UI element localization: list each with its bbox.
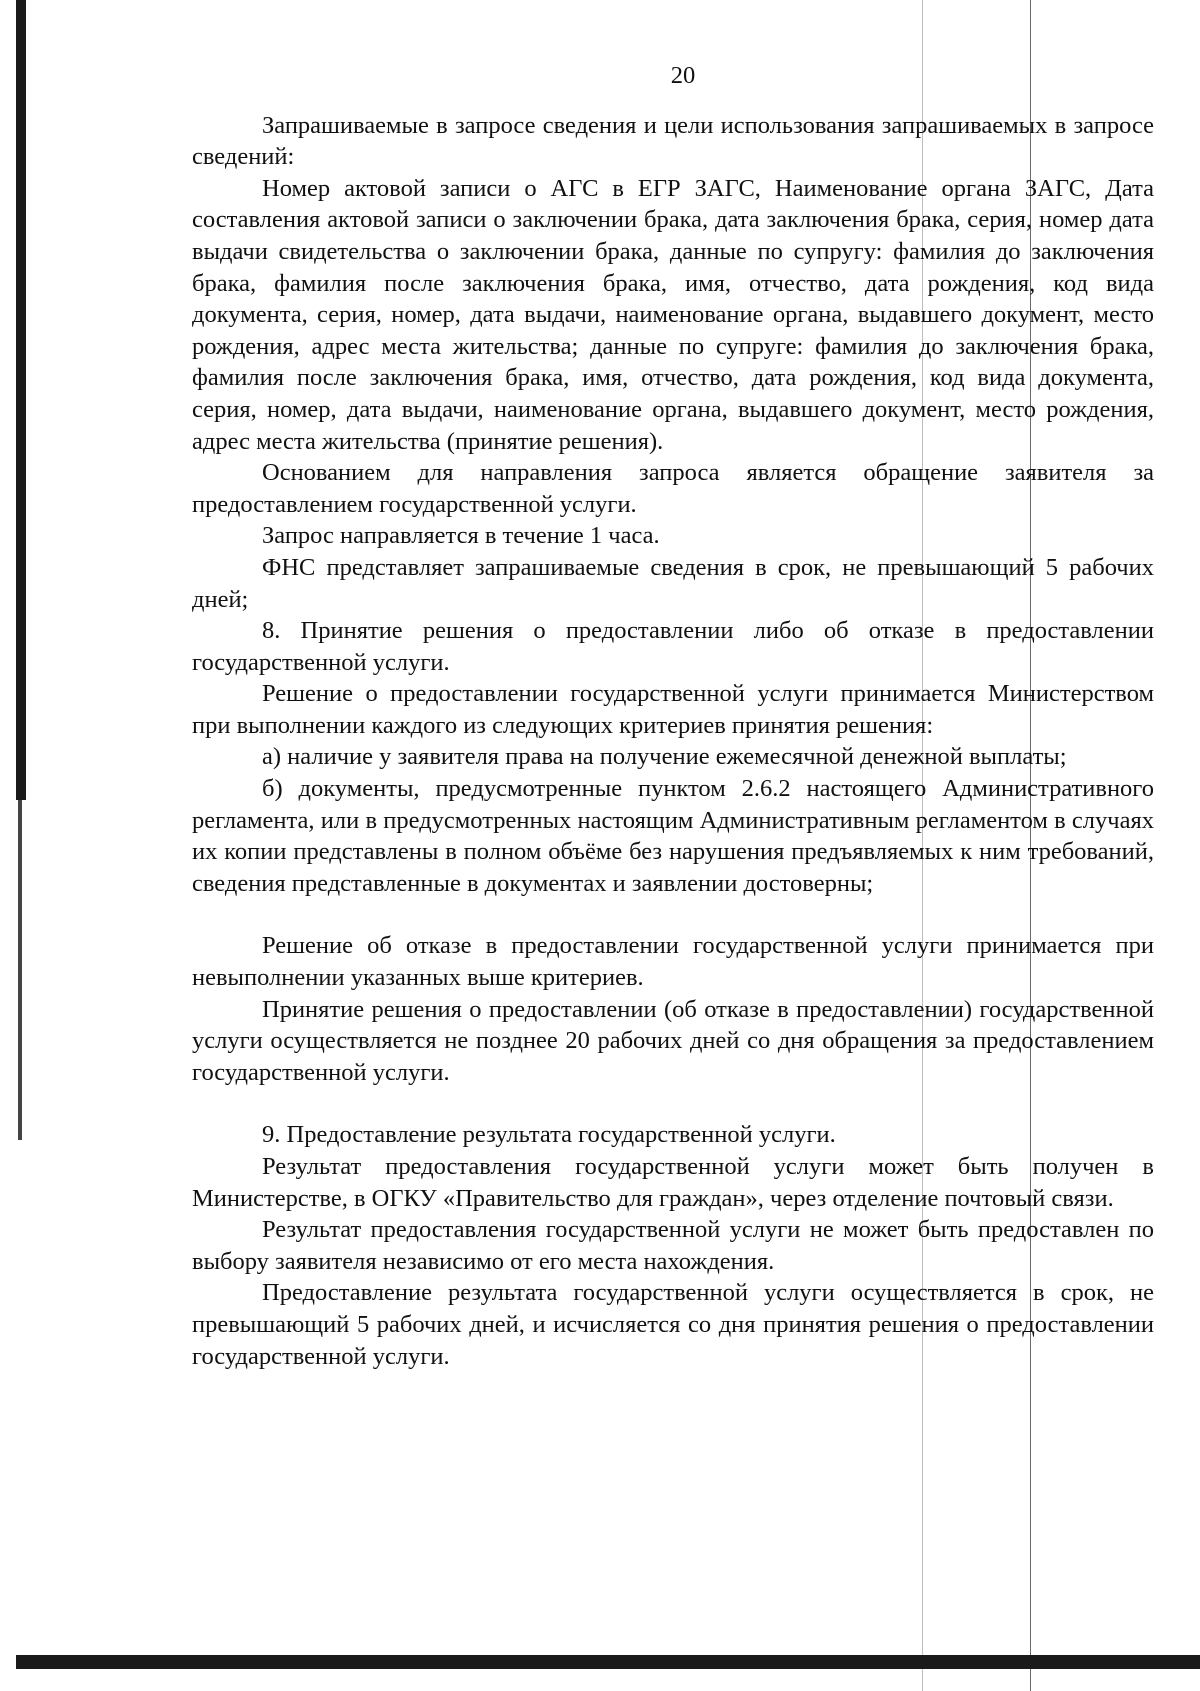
scan-bottom-edge <box>16 1655 1200 1669</box>
paragraph: Принятие решения о предоставлении (об отказе в предоставлении) государственной услуги осуществляется не позднее 20 рабочих дней со дня обращения за предоставлением государственной услуги. <box>192 995 1154 1086</box>
paragraph: Номер актовой записи о АГС в ЕГР ЗАГС, Наименование органа ЗАГС, Дата составления актовой записи о заключении брака, дата заключения брака, серия, номер дата выдачи свидетельства о заключении брака, данные по супругу: фамилия до заключения брака, фамилия после заключения брака, имя, отчество, дата рождения, код вида документа, серия, номер, дата выдачи, наименование органа, выдавшего документ, место рождения, адрес места жительства; данные по супруге: фамилия до заключения брака, фамилия после заключения брака, имя, отчество, дата рождения, код вида документа, серия, номер, дата выдачи, наименование органа, выдавшего документ, место рождения, адрес места жительства (принятие решения). <box>192 174 1154 455</box>
scan-left-edge-lower <box>18 800 22 1140</box>
paragraph: Запрос направляется в течение 1 часа. <box>262 522 660 550</box>
document-body <box>192 60 1154 1372</box>
blank-line <box>192 899 1154 930</box>
paragraph: ФНС представляет запрашиваемые сведения в срок, не превышающий 5 рабочих дней; <box>192 553 1154 613</box>
list-item: а) наличие у заявителя права на получение ежемесячной денежной выплаты; <box>262 743 1067 771</box>
paragraph: Результат предоставления государственной услуги может быть получен в Министерстве, в ОГКУ «Правительство для граждан», через отделение почтовый связи. <box>192 1153 1154 1212</box>
page-number: 20 <box>670 62 696 89</box>
section-heading: 9. Предоставление результата государственной услуги. <box>262 1121 836 1149</box>
paragraph: Запрашиваемые в запросе сведения и цели использования запрашиваемых в запросе сведений: <box>192 111 1154 171</box>
paragraph: Предоставление результата государственной услуги осуществляется в срок, не превышающий 5 рабочих дней, и исчисляется со дня принятия решения о предоставлении государственной услуги. <box>192 1279 1154 1370</box>
paragraph: Основанием для направления запроса является обращение заявителя за предоставлением государственной услуги. <box>192 459 1154 518</box>
paragraph: Решение о предоставлении государственной услуги принимается Министерством при выполнении каждого из следующих критериев принятия решения: <box>192 680 1154 739</box>
blank-line <box>192 1088 1154 1119</box>
paragraph: Результат предоставления государственной услуги не может быть предоставлен по выбору заявителя независимо от его места нахождения. <box>192 1216 1154 1275</box>
paragraph: Решение об отказе в предоставлении государственной услуги принимается при невыполнении указанных выше критериев. <box>192 932 1154 992</box>
section-heading: 8. Принятие решения о предоставлении либо об отказе в предоставлении государственной услуги. <box>192 617 1154 676</box>
list-item: б) документы, предусмотренные пунктом 2.6.2 настоящего Административного регламента, или в предусмотренных настоящим Административным регламентом в случаях их копии представлены в полном объёме без нарушения предъявляемых к ним требований, сведения представленные в документах и заявлении достоверны; <box>192 775 1154 897</box>
scan-left-edge <box>16 0 26 800</box>
